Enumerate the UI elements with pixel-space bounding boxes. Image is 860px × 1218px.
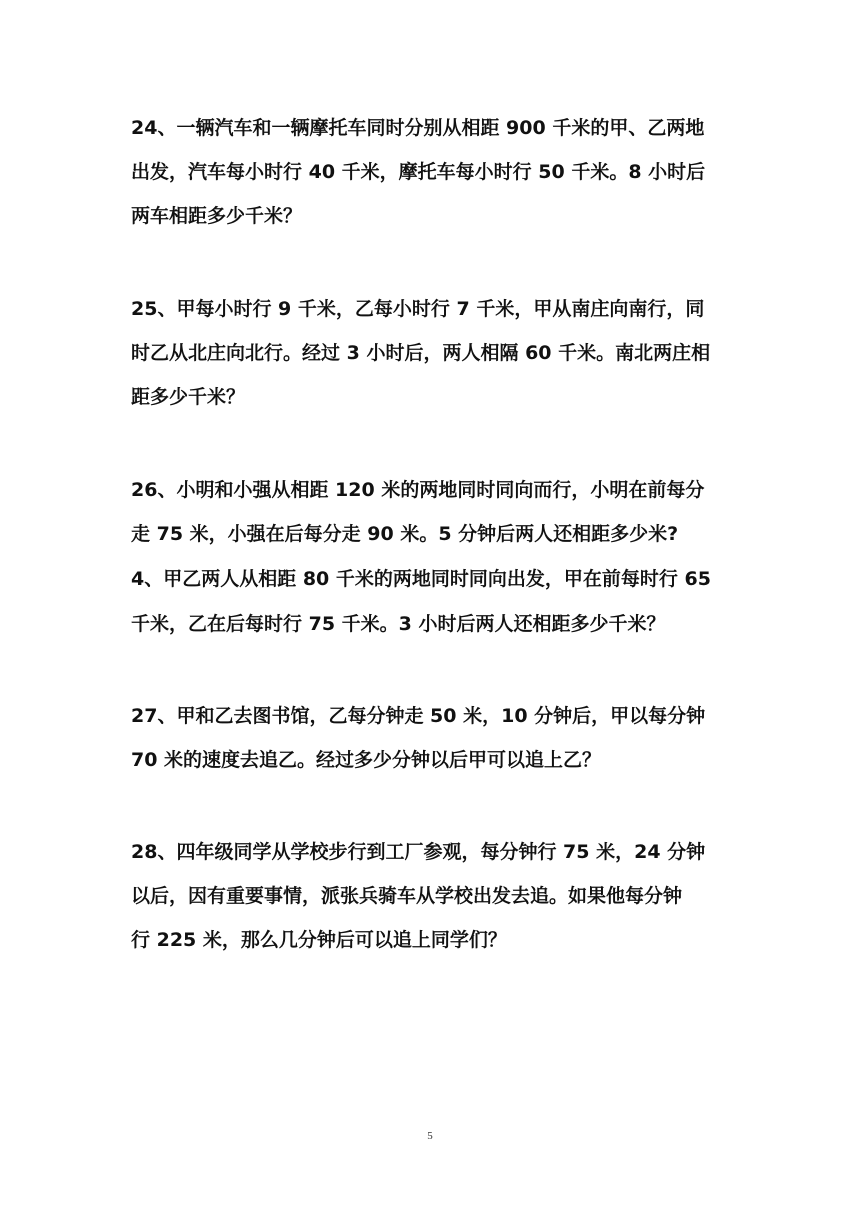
- problem-28-line-3: 行 225 米，那么几分钟后可以追上同学们？: [131, 929, 507, 951]
- problem-26-line-2: 走 75 米，小强在后每分走 90 米。5 分钟后两人还相距多少米?: [131, 523, 679, 545]
- problem-25-line-1: 25、甲每小时行 9 千米，乙每小时行 7 千米，甲从南庄向南行，同: [131, 298, 705, 320]
- page-number: 5: [427, 1130, 433, 1142]
- problem-27-line-2: 70 米的速度去追乙。经过多少分钟以后甲可以追上乙？: [131, 749, 602, 771]
- problem-28-line-2: 以后，因有重要事情，派张兵骑车从学校出发去追。如果他每分钟: [131, 885, 683, 907]
- problem-25-line-3: 距多少千米？: [131, 386, 246, 408]
- problem-26-line-1: 26、小明和小强从相距 120 米的两地同时同向而行，小明在前每分: [131, 479, 705, 501]
- problem-25-line-2: 时乙从北庄向北行。经过 3 小时后，两人相隔 60 千米。南北两庄相: [131, 342, 711, 364]
- problem-4-line-1: 4、甲乙两人从相距 80 千米的两地同时同向出发，甲在前每时行 65: [131, 568, 711, 590]
- problem-27-line-1: 27、甲和乙去图书馆，乙每分钟走 50 米，10 分钟后，甲以每分钟: [131, 705, 706, 727]
- problem-4-line-2: 千米，乙在后每时行 75 千米。3 小时后两人还相距多少千米？: [131, 613, 666, 635]
- problem-24-line-2: 出发，汽车每小时行 40 千米，摩托车每小时行 50 千米。8 小时后: [131, 161, 706, 183]
- problem-24-line-1: 24、一辆汽车和一辆摩托车同时分别从相距 900 千米的甲、乙两地: [131, 117, 705, 139]
- problem-28-line-1: 28、四年级同学从学校步行到工厂参观，每分钟行 75 米，24 分钟: [131, 841, 706, 863]
- problem-24-line-3: 两车相距多少千米？: [131, 205, 303, 227]
